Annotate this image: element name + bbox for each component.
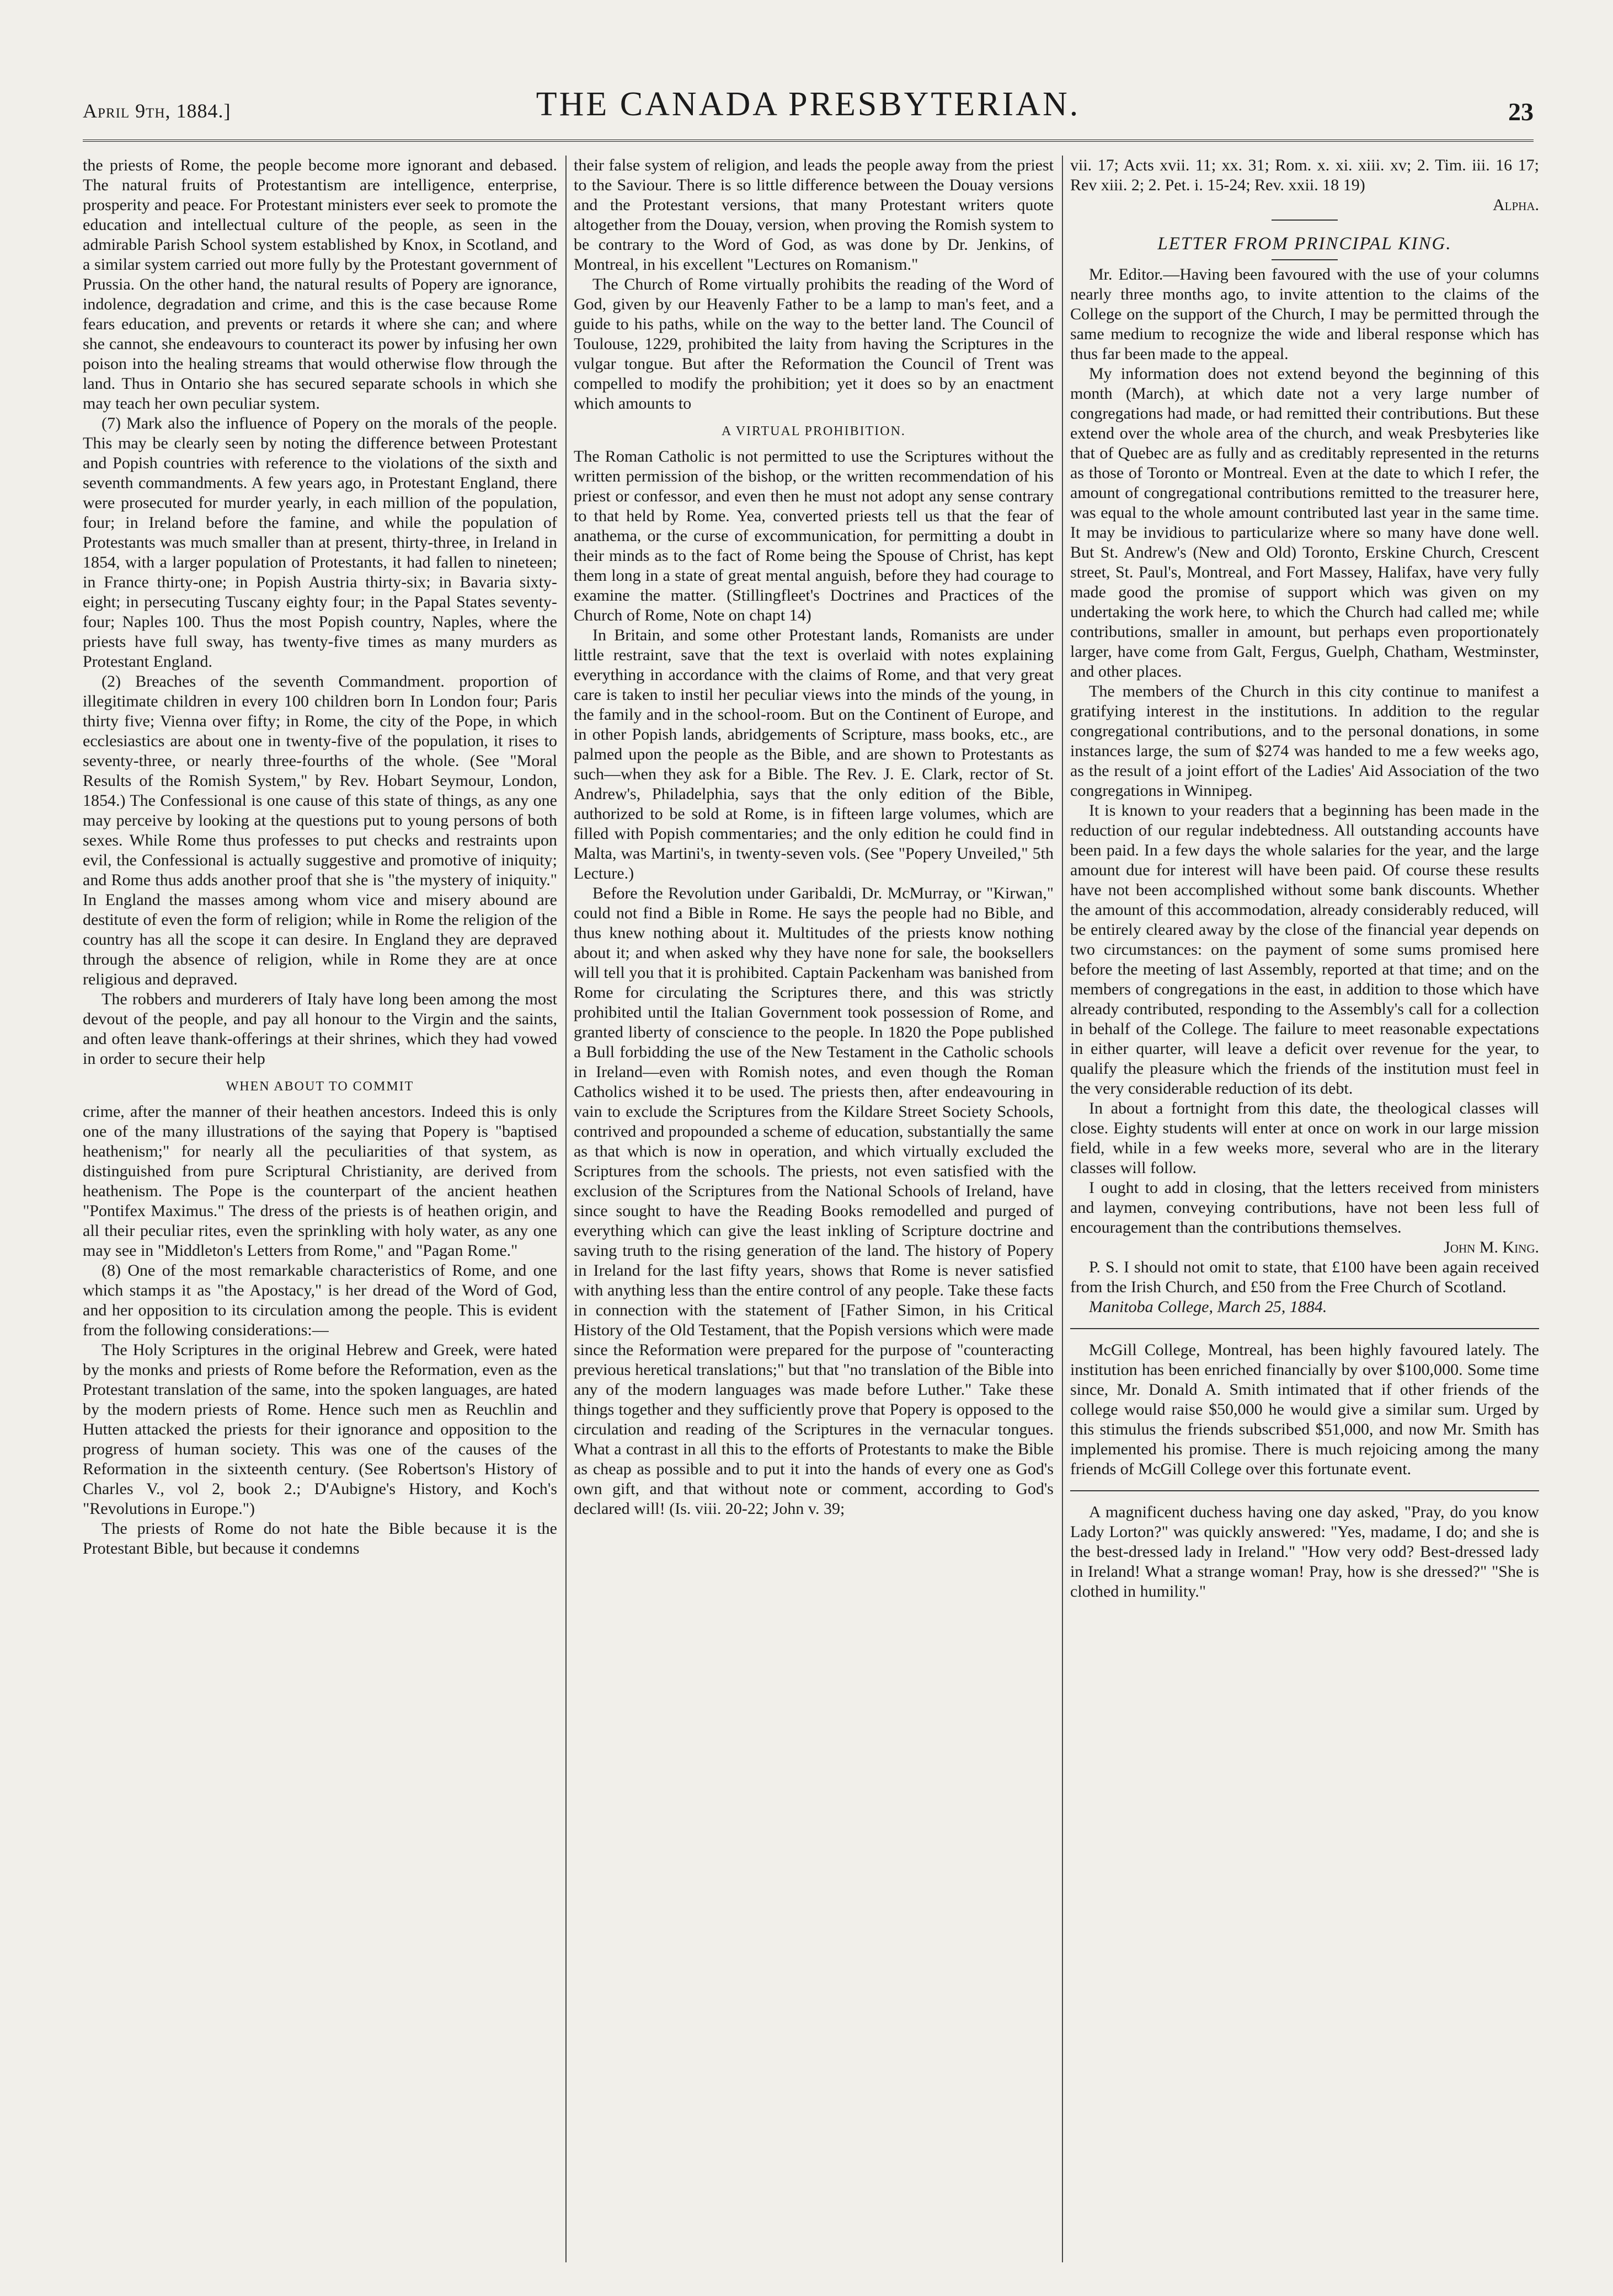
paragraph: P. S. I should not omit to state, that £100 have been again received from the Irish Church, and £50 from the Free Church of Scotland. [1070,1258,1539,1296]
paragraph: (7) Mark also the influence of Popery on the morals of the people. This may be clearly seen by noting the difference between Protestant and Popish countries with reference to the violations of the sixth and seventh commandments. A few years ago, in Protestant England, there were prosecuted for murder yearly, in each million of the population, four; in Ireland before the famine, and while the population of Protestants was much smaller than at present, thirty-three, in Ireland in 1854, with a larger population of Protestants, it had fallen to nineteen; in France thirty-one; in Popish Austria thirty-six; in Bavaria sixty-eight; in persecuting Tuscany eighty four; in the Papal States seventy-four; Naples 100. Thus the most Popish country, Naples, where the priests have full sway, has twenty-five times as many murders as Protestant England. [83,414,557,671]
column-1 [83,156,557,2273]
author-signature: Alpha. [1492,196,1539,214]
column-2 [574,156,1054,2273]
issue-date: April 9th, 1884.] [83,100,231,122]
column-3 [1070,156,1539,2273]
publication-title: THE CANADA PRESBYTERIAN. [536,85,1081,123]
paragraph: A magnificent duchess having one day asked, "Pray, do you know Lady Lorton?" was quickly answered: "Yes, madame, I do; and she is the best-dressed lady in Ireland." "How very odd? Best-dressed lady in Ireland! What a strange woman! Pray, how is she dressed?" "She is clothed in humility." [1070,1503,1539,1601]
paragraph: It is known to your readers that a beginning has been made in the reduction of our regular indebtedness. All outstanding accounts have been paid. In a few days the whole salaries for the year, and the large amount due for interest will have been paid. Of course these results have not been accomplished without some bank discounts. Whether the amount of this accommodation, already considerably reduced, will be entirely cleared away by the close of the financial year depends on two circumstances: on the payment of some sums promised here before the meeting of last Assembly, reported at that time; and on the members of congregations in the east, in addition to those which have already contributed, responding to the Assembly's call for a collection in behalf of the College. The failure to meet reasonable expectations in either quarter, will leave a deficit over revenue for the year, to qualify the pleasure which the friends of the institution must feel in the very considerable reduction of its debt. [1070,801,1539,1098]
page-header [83,83,1534,135]
article-title: LETTER FROM PRINCIPAL KING. [1157,234,1452,254]
paragraph: The Holy Scriptures in the original Hebrew and Greek, were hated by the monks and priests of Rome before the Reformation, even as the Protestant translation of the same, into the spoken languages, are hated by the modern priests of Rome. Hence such men as Reuchlin and Hutten attacked the priests for their ignorance and opposition to the progress of human society. This was one of the causes of the Reformation in the sixteenth century. (See Robertson's History of Charles V., vol 2, book 2.; D'Aubigne's History, and Koch's "Revolutions in Europe.") [83,1341,557,1518]
paragraph: their false system of religion, and leads the people away from the priest to the Saviour. There is so little difference between the Douay versions and the Protestant versions, that many Protestant writers quote altogether from the Douay, version, when proving the Romish system to be contrary to the Word of God, as was done by Dr. Jenkins, of Montreal, in his excellent "Lectures on Romanism." [574,156,1054,274]
short-rule [1272,220,1338,221]
section-subheading: WHEN ABOUT TO COMMIT [226,1079,414,1094]
paragraph: Before the Revolution under Garibaldi, Dr. McMurray, or "Kirwan," could not find a Bible in Rome. He says the people had no Bible, and thus knew nothing about it. Multitudes of the priests know nothing about it; and when asked why they have none for sale, the booksellers will tell you that it is prohibited. Captain Packenham was banished from Rome for circulating the Scriptures there, and this was strictly prohibited until the Italian Government took possession of Rome, and granted liberty of conscience to the people. In 1820 the Pope published a Bull forbidding the use of the New Testament in the Catholic schools in Ireland—even with Romish notes, and even though the Roman Catholics wished it to be used. The priests then, after endeavouring in vain to exclude the Scriptures from the Kildare Street Society Schools, contrived and propounded a scheme of education, substantially the same as that which is now in operation, and which virtually excluded the Scriptures from the schools. The priests, not even satisfied with the exclusion of the Scriptures from the National Schools of Ireland, have since sought to have the Reading Books remodelled and purged of everything which can give the least inkling of Scripture doctrine and saving truth to the rising generation of the land. The history of Popery in Ireland for the last fifty years, shows that Rome is never satisfied with anything less than the entire control of any people. Take these facts in connection with the statement of [Father Simon, in his Critical History of the Old Testament, that the Popish versions which were made since the Reformation were prepared for the purpose of "counteracting previous heretical translations;" but that "no translation of the Bible into any of the modern languages was made before Luther." Take these things together and they sufficiently prove that Popery is opposed to the circulation and reading of the Scriptures in the vernacular tongues. What a contrast in all this to the efforts of Protestants to make the Bible as cheap as possible and to put it into the hands of every one as God's own gift, and that without note or comment, according to God's declared will! (Is. viii. 20-22; John v. 39; [574,884,1054,1518]
column-divider [565,156,567,2262]
header-rule [83,140,1534,142]
paragraph: I ought to add in closing, that the letters received from ministers and laymen, conveying contributions, have not been less full of encouragement than the contributions themselves. [1070,1179,1539,1237]
section-subheading: A VIRTUAL PROHIBITION. [722,424,906,438]
paragraph: Mr. Editor.—Having been favoured with the use of your columns nearly three months ago, to invite attention to the claims of the College on the support of the Church, I may be permitted through the same medium to recognize the wide and liberal response which has thus far been made to the appeal. [1070,265,1539,363]
paragraph: In about a fortnight from this date, the theological classes will close. Eighty students will enter at once on work in our large mission field, while in a few weeks more, several who are in the literary classes will follow. [1070,1099,1539,1177]
paragraph: (8) One of the most remarkable characteristics of Rome, and one which stamps it as "the Apostacy," is her dread of the Word of God, and her opposition to its circulation among the people. This is evident from the following considerations:— [83,1261,557,1339]
paragraph: McGill College, Montreal, has been highly favoured lately. The institution has been enriched financially by over $100,000. Some time since, Mr. Donald A. Smith intimated that if other friends of the college would raise $50,000 he would give a similar sum. Urged by this stimulus the friends subscribed $51,000, and now Mr. Smith has implemented his promise. There is much rejoicing among the many friends of McGill College over this fortunate event. [1070,1341,1539,1478]
paragraph: the priests of Rome, the people become more ignorant and debased. The natural fruits of Protestantism are intelligence, enterprise, prosperity and peace. For Protestant ministers ever seek to promote the education and intellectual culture of the people, as seen in the admirable Parish School system established by Knox, in Scotland, and a similar system carried out more fully by the Protestant government of Prussia. On the other hand, the natural results of Popery are ignorance, indolence, degradation and crime, and this is the case because Rome fears education, and prevents or retards it where she can; and where she cannot, she endeavours to counteract its power by infusing her own poison into the healing streams that would otherwise flow through the land. Thus in Ontario she has secured separate schools in which she may teach her own peculiar system. [83,156,557,413]
paragraph: The robbers and murderers of Italy have long been among the most devout of the people, and pay all honour to the Virgin and the saints, and often leave thank-offerings at their shrines, which they had vowed in order to secure their help [83,990,557,1068]
page-number: 23 [1508,98,1534,126]
paragraph: The Roman Catholic is not permitted to use the Scriptures without the written permission of the bishop, or the written recommendation of his priest or confessor, and even then he must not adopt any sense contrary to that held by Rome. Yea, converted priests tell us that the fear of anathema, or the curse of excommunication, for permitting a doubt in their minds as to the fact of Rome being the Spouse of Christ, has kept them long in a state of great mental anguish, before they had courage to examine the matter. (Stillingfleet's Doctrines and Practices of the Church of Rome, Note on chapt 14) [574,447,1054,624]
column-rule [1070,1490,1539,1491]
column-divider [1062,156,1063,2262]
paragraph: crime, after the manner of their heathen ancestors. Indeed this is only one of the many illustrations of the saying that Popery is "baptised heathenism;" for nearly all the peculiarities of that system, as distinguished from pure Scriptural Christianity, are derived from heathenism. The Pope is the counterpart of the ancient heathen "Pontifex Maximus." The dress of the priests is of heathen origin, and all their peculiar rites, even the sprinkling with holy water, as any one may see in "Middleton's Letters from Rome," and "Pagan Rome." [83,1102,557,1260]
short-rule [1272,259,1338,260]
paragraph: (2) Breaches of the seventh Commandment. proportion of illegitimate children in every 100 children born In London four; Paris thirty five; Vienna over fifty; in Rome, the city of the Pope, in which ecclesiastics are about one in twenty-five of the population, it rises to seventy-three, or nearly three-fourths of the whole. (See "Moral Results of the Romish System," by Rev. Hobart Seymour, London, 1854.) The Confessional is one cause of this state of things, as any one may perceive by looking at the questions put to young persons of both sexes. While Rome thus professes to put checks and restraints upon evil, the Confessional is actually suggestive and promotive of iniquity; and Rome thus adds another proof that she is "the mystery of iniquity." In England the masses among whom vice and misery abound are destitute of even the form of religion; while in Rome the religion of the country has all the scope it can desire. In England they are depraved through the absence of religion, while in Rome they are at once religious and depraved. [83,672,557,988]
author-signature: John M. King. [1444,1238,1539,1256]
paragraph: The members of the Church in this city continue to manifest a gratifying interest in the institutions. In addition to the regular congregational contributions, and to the personal donations, in some instances large, the sum of $274 was handed to me a few weeks ago, as the result of a joint effort of the Ladies' Aid Association of the two congregations in Winnipeg. [1070,682,1539,800]
paragraph: My information does not extend beyond the beginning of this month (March), at which date not a very large number of congregations had made, or had remitted their contributions. But these extend over the whole area of the church, and weak Presbyteries like that of Quebec are as fully and as creditably represented in the returns as those of Toronto or Montreal. Even at the date to which I refer, the amount of congregational contributions remitted to the treasurer here, was equal to the whole amount contributed last year in the same time. It may be invidious to particularize where so many have done well. But St. Andrew's (New and Old) Toronto, Erskine Church, Crescent street, St. Paul's, Montreal, and Fort Massey, Halifax, have very fully made good the promise of support which was given on my undertaking the work here, to which the Church had called me; while contributions, smaller in amount, but perhaps even proportionately larger, have come from Galt, Fergus, Guelph, Chatham, Westminster, and other places. [1070,365,1539,681]
paragraph: The priests of Rome do not hate the Bible because it is the Protestant Bible, but because it condemns [83,1519,557,1558]
letter-dateline: Manitoba College, March 25, 1884. [1089,1298,1327,1316]
paragraph: The Church of Rome virtually prohibits the reading of the Word of God, given by our Heavenly Father to be a lamp to man's feet, and a guide to his paths, while on the way to the better land. The Council of Toulouse, 1229, prohibited the laity from having the Scriptures in the vulgar tongue. But after the Reformation the Council of Trent was compelled to modify the prohibition; yet it does so by an enactment which amounts to [574,275,1054,413]
column-rule [1070,1328,1539,1329]
paragraph: In Britain, and some other Protestant lands, Romanists are under little restraint, save that the text is overlaid with notes explaining everything in accordance with the claims of Rome, and that very great care is taken to instil her peculiar views into the minds of the young, in the family and in the school-room. But on the Continent of Europe, and in other Popish lands, abridgements of Scripture, mass books, etc., are palmed upon the people as the Bible, and are shown to Protestants as such—when they ask for a Bible. The Rev. J. E. Clark, rector of St. Andrew's, Philadelphia, says that the only edition of the Bible, authorized to be sold at Rome, is in fifteen large volumes, which are filled with Popish commentaries; and the only edition he could find in Malta, was Martini's, in twenty-seven vols. (See "Popery Unveiled," 5th Lecture.) [574,626,1054,882]
paragraph: vii. 17; Acts xvii. 11; xx. 31; Rom. x. xi. xiii. xv; 2. Tim. iii. 16 17; Rev xiii. 2; 2. Pet. i. 15-24; Rev. xxii. 18 19) [1070,156,1539,194]
